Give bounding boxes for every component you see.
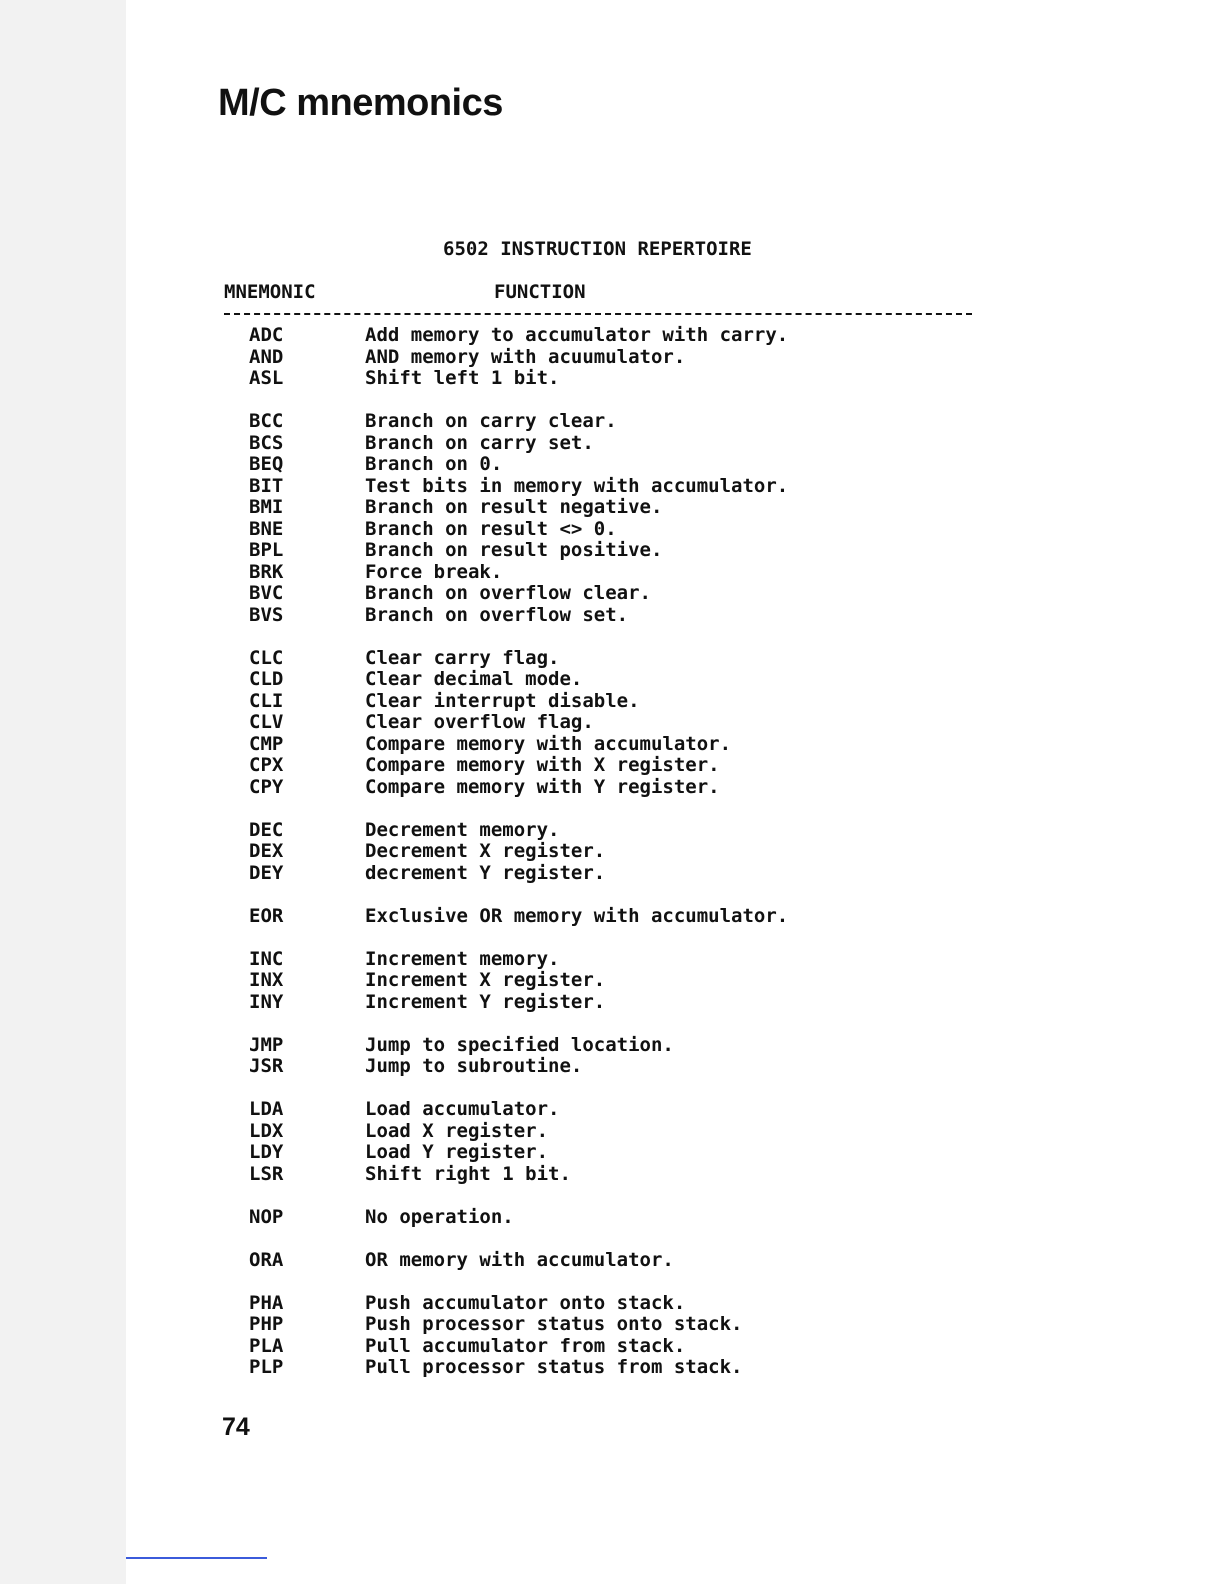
function-cell: Branch on result negative.	[365, 496, 663, 518]
table-row	[224, 1206, 984, 1228]
table-row	[224, 539, 984, 561]
mnemonic-cell: JSR	[249, 1055, 284, 1077]
table-row	[224, 711, 984, 733]
table-row	[224, 819, 984, 841]
table-row	[224, 604, 984, 626]
function-cell: No operation.	[365, 1205, 514, 1228]
page-margin	[0, 0, 126, 1584]
instruction-group	[224, 948, 984, 1013]
table-row	[224, 862, 984, 884]
mnemonic-cell: LSR	[249, 1162, 284, 1185]
mnemonic-cell: INY	[249, 990, 284, 1013]
table-row	[224, 733, 984, 755]
function-cell: Push accumulator onto stack.	[365, 1291, 686, 1314]
table-row	[224, 1313, 984, 1335]
function-cell: Branch on overflow set.	[365, 603, 629, 626]
function-cell: Jump to subroutine.	[365, 1055, 583, 1077]
instruction-table	[224, 324, 984, 1399]
mnemonic-cell: JMP	[249, 1033, 284, 1056]
table-row	[224, 754, 984, 776]
table-row	[224, 432, 984, 454]
mnemonic-cell: INC	[249, 947, 284, 970]
function-cell: Test bits in memory with accumulator.	[365, 474, 789, 497]
instruction-group	[224, 1098, 984, 1184]
function-cell: Increment memory.	[365, 947, 560, 970]
table-row	[224, 346, 984, 368]
function-cell: Branch on result <> 0.	[365, 517, 617, 540]
mnemonic-cell: ADC	[249, 324, 284, 346]
function-cell: Load Y register.	[365, 1141, 549, 1163]
function-cell: Pull processor status from stack.	[365, 1356, 743, 1378]
table-row	[224, 668, 984, 690]
table-row	[224, 1249, 984, 1271]
mnemonic-cell: BCC	[249, 410, 284, 432]
mnemonic-cell: BRK	[249, 560, 284, 583]
table-caption: 6502 INSTRUCTION REPERTOIRE	[443, 238, 752, 260]
mnemonic-cell: AND	[249, 345, 284, 368]
mnemonic-cell: BCS	[249, 431, 284, 454]
function-cell: Clear decimal mode.	[365, 668, 583, 690]
header-divider	[224, 313, 972, 315]
mnemonic-cell: CLV	[249, 711, 284, 733]
function-cell: Jump to specified location.	[365, 1033, 674, 1056]
function-cell: Branch on overflow clear.	[365, 582, 651, 604]
page-title: M/C mnemonics	[218, 82, 503, 124]
mnemonic-cell: DEC	[249, 818, 284, 841]
mnemonic-cell: LDX	[249, 1119, 284, 1142]
mnemonic-cell: INX	[249, 969, 284, 991]
function-cell: Shift right 1 bit.	[365, 1162, 571, 1185]
mnemonic-cell: DEY	[249, 861, 284, 884]
instruction-group	[224, 324, 984, 389]
table-row	[224, 1356, 984, 1378]
mnemonic-cell: BNE	[249, 517, 284, 540]
table-row	[224, 948, 984, 970]
table-row	[224, 1055, 984, 1077]
mnemonic-cell: PHA	[249, 1291, 284, 1314]
mnemonic-cell: BEQ	[249, 453, 284, 475]
function-cell: Clear overflow flag.	[365, 711, 594, 733]
mnemonic-cell: BIT	[249, 474, 284, 497]
mnemonic-cell: ASL	[249, 367, 284, 389]
function-cell: Force break.	[365, 560, 503, 583]
function-cell: AND memory with acuumulator.	[365, 345, 686, 368]
mnemonic-cell: LDY	[249, 1141, 284, 1163]
function-cell: Increment Y register.	[365, 990, 606, 1013]
mnemonic-cell: CLI	[249, 689, 284, 712]
mnemonic-cell: BPL	[249, 539, 284, 561]
function-cell: Branch on carry set.	[365, 431, 594, 454]
table-row	[224, 324, 984, 346]
table-row	[224, 840, 984, 862]
mnemonic-cell: LDA	[249, 1098, 284, 1120]
table-row	[224, 1292, 984, 1314]
mnemonic-cell: PLP	[249, 1356, 284, 1378]
function-cell: Load X register.	[365, 1119, 549, 1142]
table-row	[224, 1141, 984, 1163]
table-row	[224, 969, 984, 991]
table-row	[224, 1335, 984, 1357]
table-row	[224, 582, 984, 604]
instruction-group	[224, 1249, 984, 1271]
function-cell: OR memory with accumulator.	[365, 1248, 674, 1271]
function-cell: Load accumulator.	[365, 1098, 560, 1120]
mnemonic-cell: PLA	[249, 1334, 284, 1357]
mnemonic-cell: EOR	[249, 904, 284, 927]
table-row	[224, 561, 984, 583]
table-row	[224, 1034, 984, 1056]
mnemonic-cell: CLD	[249, 668, 284, 690]
mnemonic-cell: PHP	[249, 1313, 284, 1335]
table-row	[224, 1120, 984, 1142]
instruction-group	[224, 819, 984, 884]
table-row	[224, 776, 984, 798]
mnemonic-cell: ORA	[249, 1248, 284, 1271]
function-cell: Pull accumulator from stack.	[365, 1334, 686, 1357]
table-row	[224, 367, 984, 389]
table-row	[224, 518, 984, 540]
function-cell: Add memory to accumulator with carry.	[365, 324, 789, 346]
mnemonic-cell: CPY	[249, 775, 284, 798]
table-row	[224, 1163, 984, 1185]
table-row	[224, 905, 984, 927]
table-row	[224, 475, 984, 497]
function-cell: Compare memory with accumulator.	[365, 732, 732, 755]
function-cell: Branch on result positive.	[365, 539, 663, 561]
column-header-mnemonic: MNEMONIC	[224, 281, 316, 303]
mnemonic-cell: BVC	[249, 582, 284, 604]
mnemonic-cell: CLC	[249, 646, 284, 669]
mnemonic-cell: DEX	[249, 840, 284, 862]
function-cell: Compare memory with X register.	[365, 754, 720, 776]
mnemonic-cell: BVS	[249, 603, 284, 626]
column-header-function: FUNCTION	[494, 281, 586, 303]
table-row	[224, 453, 984, 475]
mnemonic-cell: NOP	[249, 1205, 284, 1228]
table-row	[224, 496, 984, 518]
page-number: 74	[222, 1413, 250, 1441]
table-row	[224, 991, 984, 1013]
instruction-group	[224, 647, 984, 798]
function-cell: Clear interrupt disable.	[365, 689, 640, 712]
instruction-group	[224, 1206, 984, 1228]
instruction-group	[224, 1034, 984, 1077]
mnemonic-cell: CMP	[249, 732, 284, 755]
function-cell: Branch on 0.	[365, 453, 503, 475]
table-row	[224, 410, 984, 432]
instruction-group	[224, 410, 984, 625]
mnemonic-cell: BMI	[249, 496, 284, 518]
function-cell: Compare memory with Y register.	[365, 775, 720, 798]
function-cell: Branch on carry clear.	[365, 410, 617, 432]
table-row	[224, 690, 984, 712]
function-cell: Push processor status onto stack.	[365, 1313, 743, 1335]
function-cell: Clear carry flag.	[365, 646, 560, 669]
mnemonic-cell: CPX	[249, 754, 284, 776]
function-cell: Increment X register.	[365, 969, 606, 991]
function-cell: Decrement X register.	[365, 840, 606, 862]
instruction-group	[224, 905, 984, 927]
function-cell: Decrement memory.	[365, 818, 560, 841]
footer-rule	[126, 1557, 267, 1559]
function-cell: Shift left 1 bit.	[365, 367, 560, 389]
instruction-group	[224, 1292, 984, 1378]
table-row	[224, 647, 984, 669]
function-cell: decrement Y register.	[365, 861, 606, 884]
function-cell: Exclusive OR memory with accumulator.	[365, 904, 789, 927]
table-row	[224, 1098, 984, 1120]
